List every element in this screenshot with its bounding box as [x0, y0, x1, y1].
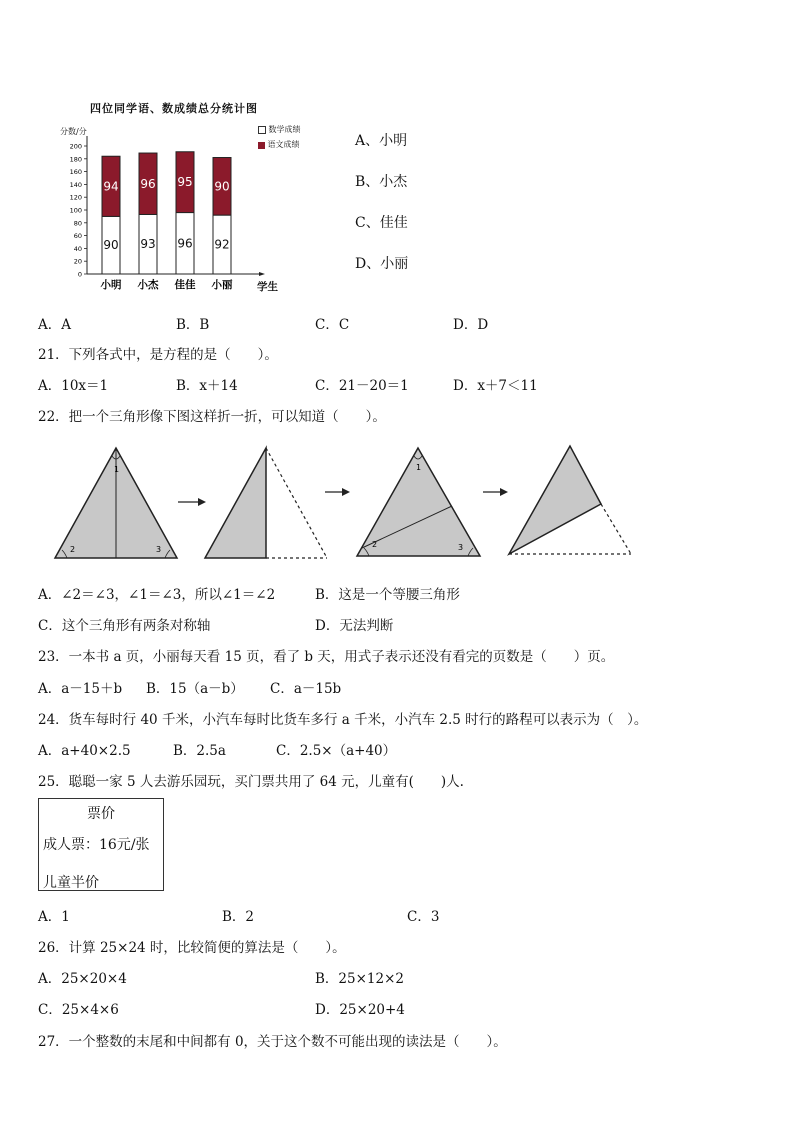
- category-label: 小丽: [211, 279, 233, 291]
- arrow-icon: [325, 488, 350, 496]
- q21-option-c: C．21－20＝1: [315, 378, 409, 394]
- q24-option-c: C．2.5×（a+40）: [276, 743, 397, 759]
- q25-option-a: A．1: [38, 909, 70, 925]
- y-tick-label: 120: [69, 193, 82, 202]
- q21-option-a: A．10x＝1: [38, 378, 109, 394]
- q20-option-c: C．C: [315, 317, 350, 333]
- x-axis-label: 学生: [257, 281, 278, 293]
- q20-option-a: A．A: [38, 317, 71, 333]
- q24-option-b: B．2.5a: [173, 743, 226, 759]
- price-box-title: 票价: [87, 806, 115, 822]
- ticket-price-box: [38, 798, 164, 891]
- y-tick-label: 200: [69, 142, 82, 151]
- triangle-figure-4: [509, 446, 631, 554]
- y-tick-label: 0: [77, 270, 82, 279]
- q20-option-d: D．D: [453, 317, 489, 333]
- q23-option-a: A．a－15＋b: [38, 681, 123, 697]
- side-option-d: D、小丽: [355, 256, 409, 272]
- legend-item-chinese: [258, 139, 300, 150]
- bar-value-label: 96: [140, 176, 156, 191]
- y-tick-label: 100: [69, 206, 82, 215]
- y-tick-label: 20: [73, 257, 82, 266]
- bar-value-label: 90: [214, 179, 230, 194]
- angle-label-3: 3: [458, 543, 464, 552]
- q26-stem: 26．计算 25×24 时，比较简便的算法是（ ）。: [38, 940, 346, 956]
- bar-value-label: 90: [103, 238, 119, 253]
- q26-option-c: C．25×4×6: [38, 1002, 119, 1018]
- q27-stem: 27．一个整数的末尾和中间都有 0，关于这个数不可能出现的读法是（ ）。: [38, 1034, 507, 1050]
- y-tick-label: 180: [69, 155, 82, 164]
- angle-label-2: 2: [372, 540, 378, 549]
- q26-option-b: B．25×12×2: [315, 971, 404, 987]
- y-tick-label: 40: [73, 244, 82, 253]
- q23-option-b: B．15（a－b）: [146, 681, 244, 697]
- side-option-c: C、佳佳: [355, 215, 408, 231]
- bar-value-label: 92: [214, 237, 230, 252]
- q20-option-b: B．B: [176, 317, 210, 333]
- q23-stem: 23．一本书 a 页，小丽每天看 15 页，看了 b 天，用式子表示还没有看完的页数是（ ）页。: [38, 649, 615, 665]
- q25-option-b: B．2: [222, 909, 255, 925]
- triangle-figure-2: [205, 448, 327, 558]
- q22-stem: 22．把一个三角形像下图这样折一折，可以知道（ ）。: [38, 409, 386, 425]
- q25-option-c: C．3: [407, 909, 440, 925]
- y-tick-label: 160: [69, 168, 82, 177]
- y-tick-label: 140: [69, 180, 82, 189]
- y-tick-label: 60: [73, 232, 82, 241]
- q21-option-b: B．x＋14: [176, 378, 238, 394]
- bar-value-label: 95: [177, 175, 193, 190]
- angle-label-3: 3: [156, 545, 162, 554]
- legend-label-math: 数学成绩: [268, 125, 301, 134]
- category-label: 佳佳: [174, 279, 196, 291]
- category-label: 小明: [100, 279, 122, 291]
- side-option-b: B、小杰: [355, 174, 408, 190]
- child-ticket-price: 儿童半价: [43, 875, 99, 891]
- bar-value-label: 96: [177, 236, 193, 251]
- y-axis-label: 分数/分: [60, 127, 87, 136]
- q22-option-b: B．这是一个等腰三角形: [315, 587, 460, 603]
- legend-swatch-math: [258, 126, 266, 134]
- angle-label-1: 1: [416, 463, 422, 472]
- q22-option-c: C．这个三角形有两条对称轴: [38, 618, 211, 634]
- q23-option-c: C．a－15b: [270, 681, 342, 697]
- q21-option-d: D．x＋7＜11: [453, 378, 538, 394]
- side-option-a: A、小明: [355, 133, 408, 149]
- legend-item-math: [258, 124, 301, 135]
- chart-title: 四位同学语、数成绩总分统计图: [90, 102, 258, 115]
- x-axis-arrow-icon: [259, 272, 265, 276]
- angle-label-1: 1: [114, 465, 120, 474]
- triangle-figure-3: [357, 448, 480, 556]
- arrow-icon: [178, 498, 206, 506]
- y-tick-label: 80: [73, 219, 82, 228]
- q26-option-a: A．25×20×4: [38, 971, 127, 987]
- q24-option-a: A．a+40×2.5: [38, 743, 131, 759]
- triangle-folding-diagram: [50, 440, 650, 565]
- q26-option-d: D．25×20+4: [315, 1002, 405, 1018]
- legend-swatch-chinese: [258, 142, 265, 149]
- q22-option-a: A．∠2＝∠3，∠1＝∠3，所以∠1＝∠2: [38, 587, 276, 603]
- q21-stem: 21．下列各式中，是方程的是（ ）。: [38, 347, 278, 363]
- angle-label-2: 2: [70, 545, 76, 554]
- bar-value-label: 94: [103, 179, 119, 194]
- triangle-figure-1: [55, 448, 177, 558]
- arrow-icon: [483, 488, 508, 496]
- q22-option-d: D．无法判断: [315, 618, 394, 634]
- legend-label-chinese: 语文成绩: [267, 140, 300, 149]
- q24-stem: 24．货车每时行 40 千米，小汽车每时比货车多行 a 千米，小汽车 2.5 时行的路程可以表示为（ ）。: [38, 712, 648, 728]
- category-label: 小杰: [137, 279, 159, 291]
- bar-value-label: 93: [140, 237, 156, 252]
- adult-ticket-price: 成人票：16元/张: [43, 837, 150, 853]
- q25-stem: 25．聪聪一家 5 人去游乐园玩，买门票共用了 64 元，儿童有( )人.: [38, 774, 464, 790]
